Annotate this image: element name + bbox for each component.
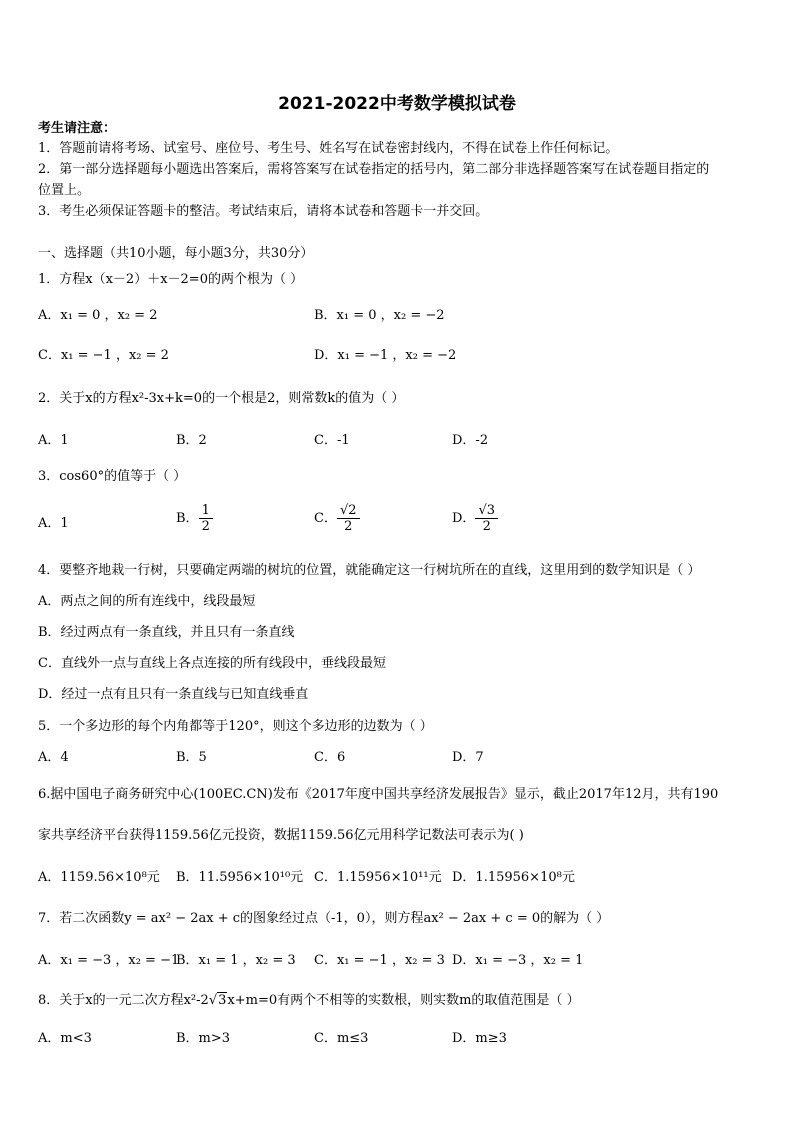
q4-stem: 4．要整齐地栽一行树，只要确定两端的树坑的位置，就能确定这一行树坑所在的直线，这里用到的数学知识是（ ） [38, 563, 701, 578]
page-title: 2021-2022中考数学模拟试卷 [278, 94, 516, 114]
q3-option-d-fraction [475, 503, 498, 534]
q3-option-d-denominator: 2 [482, 519, 491, 534]
notice-item-3: 3．考生必须保证答题卡的整洁。考试结束后，请将本试卷和答题卡一并交回。 [38, 204, 489, 219]
q8-sqrt-radicand: 3 [218, 993, 227, 1008]
q2-option-d: D．-2 [452, 433, 489, 448]
q5-option-a: A．4 [38, 750, 69, 765]
q5-option-c: C．6 [314, 750, 346, 765]
q2-stem: 2．关于x的方程x²-3x+k=0的一个根是2，则常数k的值为（ ） [38, 391, 405, 406]
notice-item-2: 2．第一部分选择题每小题选出答案后，需将答案写在试卷指定的括号内，第二部分非选择题答案写在试卷题目指定的 [38, 162, 710, 177]
q7-option-d: D．x₁ = −3 ，x₂ = 1 [452, 953, 584, 968]
notice-item-2-cont: 位置上。 [38, 183, 91, 198]
q3-option-d [452, 503, 498, 534]
q6-option-b: B．11.5956×10¹⁰元 [176, 870, 304, 885]
q2-option-c: C．-1 [314, 433, 350, 448]
q2-option-a: A．1 [38, 433, 69, 448]
q6-option-a: A．1159.56×10⁸元 [38, 870, 160, 885]
q3-option-b-label: B． [176, 511, 199, 526]
q7-option-b: B．x₁ = 1 ，x₂ = 3 [176, 953, 296, 968]
notice-item-1: 1．答题前请将考场、试室号、座位号、考生号、姓名写在试卷密封线内，不得在试卷上作任何标记。 [38, 141, 619, 156]
q4-option-b: B．经过两点有一条直线，并且只有一条直线 [38, 625, 295, 640]
q3-option-d-label: D． [452, 511, 476, 526]
notice-heading: 考生请注意： [38, 121, 117, 136]
q8-sqrt-sign: √ [208, 993, 218, 1008]
q3-option-c-denominator: 2 [344, 519, 353, 534]
q8-stem-end: x+m=0有两个不相等的实数根，则实数m的取值范围是（ ） [227, 993, 580, 1008]
q5-option-b: B．5 [176, 750, 207, 765]
q3-stem: 3．cos60°的值等于（ ） [38, 469, 187, 484]
q3-option-c-numerator: √2 [337, 503, 360, 519]
q1-option-d: D．x₁ = −1 ，x₂ = −2 [314, 348, 457, 363]
q3-option-c-fraction [337, 503, 360, 534]
q8-stem [38, 992, 580, 1010]
q3-option-b-fraction [199, 503, 213, 534]
q6-stem-line-2: 家共享经济平台获得1159.56亿元投资，数据1159.56亿元用科学记数法可表示为( ) [38, 828, 524, 843]
q3-option-b-denominator: 2 [201, 519, 210, 534]
q7-option-a: A．x₁ = −3 ，x₂ = −1 [38, 953, 180, 968]
q1-option-b: B．x₁ = 0 ，x₂ = −2 [314, 308, 445, 323]
q7-stem: 7．若二次函数y = ax² − 2ax + c的图象经过点（-1，0），则方程ax² − 2ax + c = 0的解为（ ） [38, 911, 610, 926]
q8-option-a: A．m<3 [38, 1031, 92, 1046]
q1-stem: 1．方程x（x－2）＋x－2=0的两个根为（ ） [38, 272, 304, 287]
q3-option-c [314, 503, 360, 534]
q7-option-c: C．x₁ = −1 ，x₂ = 3 [314, 953, 445, 968]
q4-option-d: D．经过一点有且只有一条直线与已知直线垂直 [38, 687, 309, 702]
q3-option-a: A．1 [38, 516, 69, 531]
q6-option-d: D．1.15956×10⁸元 [452, 870, 575, 885]
q5-option-d: D．7 [452, 750, 484, 765]
q8-option-b: B．m>3 [176, 1031, 231, 1046]
q3-option-c-label: C． [314, 511, 337, 526]
q4-option-a: A．两点之间的所有连线中，线段最短 [38, 594, 256, 609]
q8-option-d: D．m≥3 [452, 1031, 507, 1046]
q4-option-c: C．直线外一点与直线上各点连接的所有线段中，垂线段最短 [38, 656, 386, 671]
q1-option-a: A．x₁ = 0 ，x₂ = 2 [38, 308, 158, 323]
q2-option-b: B．2 [176, 433, 207, 448]
q3-option-b [176, 503, 213, 534]
q6-option-c: C．1.15956×10¹¹元 [314, 870, 442, 885]
q3-option-d-numerator: √3 [475, 503, 498, 519]
q6-stem-line-1: 6.据中国电子商务研究中心(100EC.CN)发布《2017年度中国共享经济发展报告》显示，截止2017年12月，共有190 [38, 787, 719, 802]
q8-option-c: C．m≤3 [314, 1031, 369, 1046]
q3-option-b-numerator: 1 [199, 503, 213, 519]
q1-option-c: C．x₁ = −1 ，x₂ = 2 [38, 348, 169, 363]
q5-stem: 5．一个多边形的每个内角都等于120°，则这个多边形的边数为（ ） [38, 719, 433, 734]
section-heading: 一、选择题（共10小题，每小题3分，共30分） [38, 246, 314, 261]
q8-stem-start: 8．关于x的一元二次方程x²-2 [38, 993, 209, 1008]
